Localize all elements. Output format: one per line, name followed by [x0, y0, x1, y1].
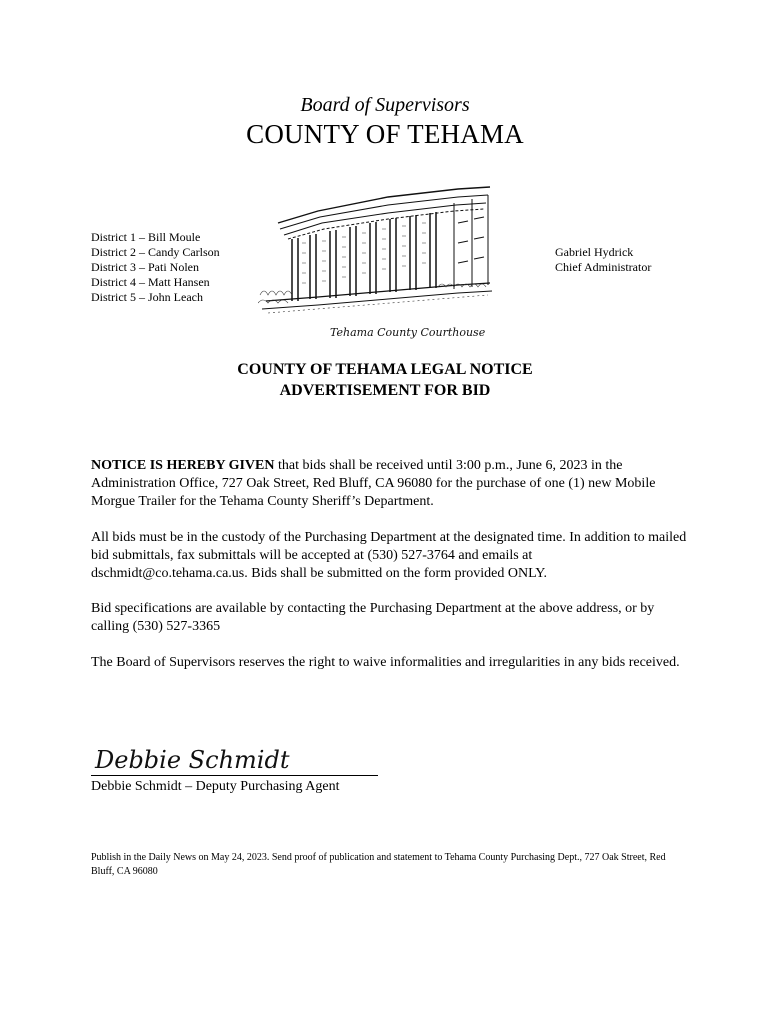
notice-paragraph-4-text: The Board of Supervisors reserves the right to waive informalities and irregularities in any bids received. — [91, 655, 680, 670]
administrator-name: Gabriel Hydrick — [555, 245, 634, 259]
courthouse-illustration — [258, 183, 494, 343]
notice-paragraph-4 — [91, 654, 691, 672]
notice-paragraph-3 — [91, 600, 691, 636]
notice-heading-line1: COUNTY OF TEHAMA LEGAL NOTICE — [237, 361, 533, 378]
notice-heading-line2: ADVERTISEMENT FOR BID — [279, 382, 491, 399]
signature-line — [91, 775, 378, 776]
district-item-1: District 1 – Bill Moule — [91, 230, 201, 244]
notice-heading — [0, 359, 770, 401]
district-item-4: District 4 – Matt Hansen — [91, 275, 210, 289]
district-item-2: District 2 – Candy Carlson — [91, 245, 220, 259]
board-subtitle: Board of Supervisors — [300, 94, 470, 116]
administrator-block — [555, 245, 651, 275]
signer-name: Debbie Schmidt – Deputy Purchasing Agent — [91, 779, 340, 794]
courthouse-caption: Tehama County Courthouse — [330, 326, 486, 339]
handwritten-signature — [93, 740, 293, 776]
notice-paragraph-2 — [91, 529, 691, 583]
district-list — [91, 230, 220, 305]
district-item-5: District 5 – John Leach — [91, 290, 203, 304]
administrator-title: Chief Administrator — [555, 260, 652, 274]
notice-paragraph-1 — [91, 457, 691, 511]
district-item-3: District 3 – Pati Nolen — [91, 260, 199, 274]
notice-paragraph-3-text: Bid specifications are available by contacting the Purchasing Department at the above address, or by calling (530) 527-3365 — [91, 601, 655, 634]
county-title: COUNTY OF TEHAMA — [246, 119, 524, 149]
notice-paragraph-2-text: All bids must be in the custody of the Purchasing Department at the designated time. In addition to mailed bid submittals, fax submittals will be accepted at (530) 527-3764 and emails at dschmidt@co.tehama.ca.us. Bids shall be submitted on the form provided ONLY. — [91, 530, 687, 581]
signature-script: Debbie Schmidt — [95, 746, 290, 774]
notice-paragraph-1-text: that bids shall be received until 3:00 p.m., June 6, 2023 in the Administration Office, 727 Oak Street, Red Bluff, CA 96080 for the purchase of one (1) new Mobile Morgue Trailer for the Tehama County Sheriff’s Department. — [91, 458, 656, 509]
publish-note: Publish in the Daily News on May 24, 2023. Send proof of publication and statement to Tehama County Purchasing Dept., 727 Oak Street, Red Bluff, CA 96080 — [91, 852, 666, 877]
notice-lead: NOTICE IS HEREBY GIVEN — [91, 458, 275, 473]
